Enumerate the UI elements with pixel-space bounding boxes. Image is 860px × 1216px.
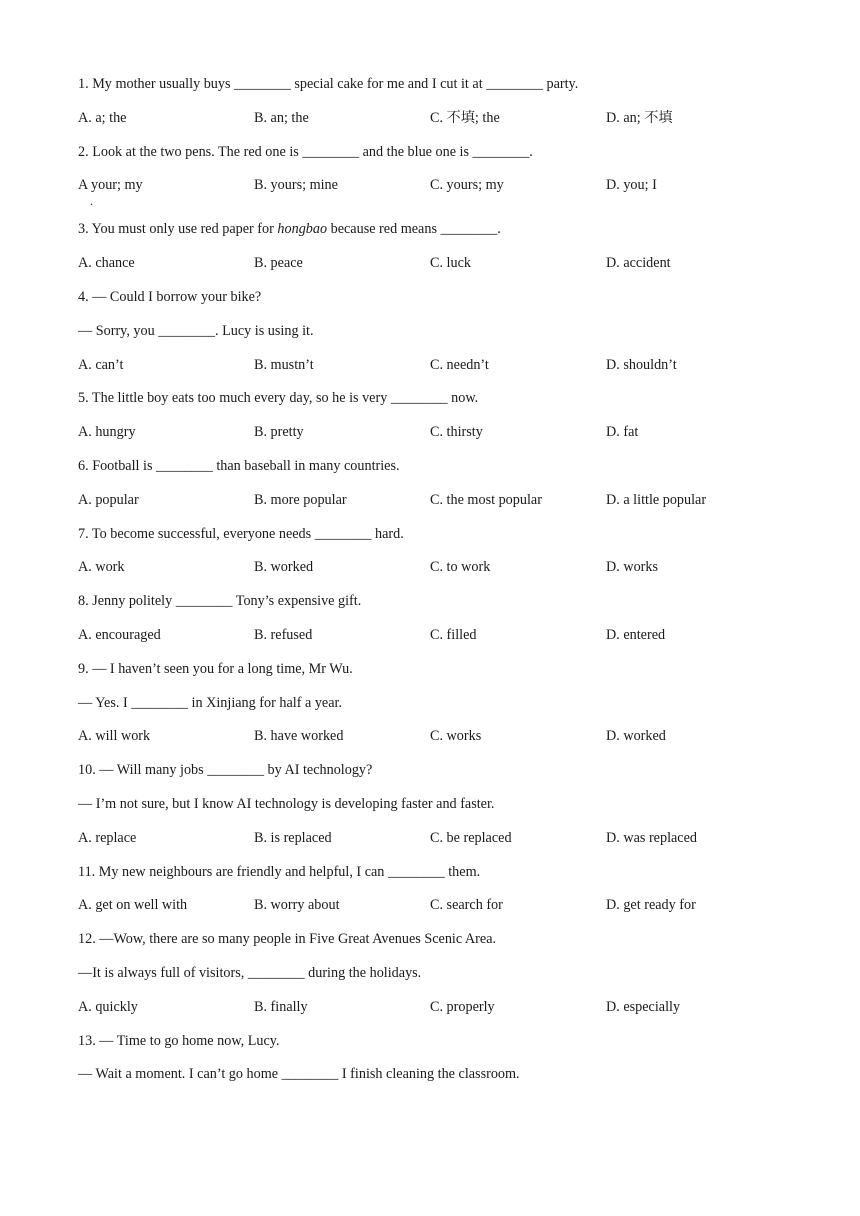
option-a-mark: . xyxy=(90,194,93,209)
question-number: 10. xyxy=(78,762,96,779)
question-text-reply: — I’m not sure, but I know AI technology is developing faster and faster. xyxy=(78,795,495,812)
option-c[interactable]: C. the most popular xyxy=(430,491,542,508)
italic-term: hongbao xyxy=(277,221,328,238)
option-a[interactable]: A. encouraged xyxy=(78,626,161,643)
question-text: My new neighbours are friendly and helpful, I can ________ them. xyxy=(95,863,481,880)
option-b[interactable]: B. worked xyxy=(254,559,314,576)
option-a[interactable]: A your; my xyxy=(78,177,143,194)
question-text-end: because red means ________. xyxy=(327,221,501,238)
question-number: 13. xyxy=(78,1032,96,1049)
question-2-stem xyxy=(78,141,798,175)
question-text: — Will many jobs ________ by AI technology? xyxy=(95,762,373,779)
question-3-options xyxy=(78,252,798,286)
question-number: 4. xyxy=(78,288,89,305)
question-3-stem xyxy=(78,218,798,252)
option-a[interactable]: A. will work xyxy=(78,728,151,745)
question-text: The little boy eats too much every day, so he is very ________ now. xyxy=(88,390,479,407)
worksheet xyxy=(78,73,798,1097)
question-11-stem xyxy=(78,861,798,895)
option-d[interactable]: D. especially xyxy=(606,998,681,1015)
question-text: — I haven’t seen you for a long time, Mr Wu. xyxy=(88,660,353,677)
option-b[interactable]: B. yours; mine xyxy=(254,177,338,194)
question-6-stem xyxy=(78,455,798,489)
question-text: Look at the two pens. The red one is ________ and the blue one is ________. xyxy=(88,143,533,160)
option-b[interactable]: B. is replaced xyxy=(254,829,332,846)
option-a[interactable]: A. replace xyxy=(78,829,137,846)
option-c[interactable]: C. thirsty xyxy=(430,424,483,441)
option-c[interactable]: C. yours; my xyxy=(430,177,504,194)
option-a[interactable]: A. popular xyxy=(78,491,139,508)
option-b[interactable]: B. refused xyxy=(254,626,313,643)
question-number: 11. xyxy=(78,863,96,880)
question-1-stem xyxy=(78,73,798,107)
question-12-stem-reply xyxy=(78,962,798,996)
option-d[interactable]: D. a little popular xyxy=(606,491,707,508)
option-c[interactable]: C. be replaced xyxy=(430,829,512,846)
question-9-options xyxy=(78,725,798,759)
question-13-stem xyxy=(78,1030,798,1064)
question-text-reply: — Yes. I ________ in Xinjiang for half a year. xyxy=(78,694,343,711)
question-number: 8. xyxy=(78,593,89,610)
question-text: My mother usually buys ________ special cake for me and I cut it at ________ party. xyxy=(88,76,579,92)
option-a[interactable]: A. chance xyxy=(78,255,135,272)
question-10-stem xyxy=(78,759,798,793)
question-2-options xyxy=(78,174,798,218)
question-number: 1. xyxy=(78,76,89,92)
question-5-options xyxy=(78,421,798,455)
question-text: To become successful, everyone needs ________ hard. xyxy=(88,525,404,542)
question-7-stem xyxy=(78,523,798,557)
question-9-stem xyxy=(78,658,798,692)
question-number: 5. xyxy=(78,390,89,407)
option-d[interactable]: D. fat xyxy=(606,424,639,441)
question-number: 6. xyxy=(78,457,89,474)
option-d[interactable]: D. works xyxy=(606,559,659,576)
question-10-stem-reply xyxy=(78,793,798,827)
option-b[interactable]: B. mustn’t xyxy=(254,356,314,373)
question-text: Football is ________ than baseball in many countries. xyxy=(88,457,400,474)
question-text-reply: — Wait a moment. I can’t go home ________ I finish cleaning the classroom. xyxy=(78,1066,520,1083)
question-8-stem xyxy=(78,590,798,624)
question-11-options xyxy=(78,894,798,928)
question-number: 2. xyxy=(78,143,89,160)
question-4-options xyxy=(78,354,798,388)
option-c[interactable]: C. search for xyxy=(430,897,503,914)
option-a[interactable]: A. work xyxy=(78,559,125,576)
option-d[interactable]: D. an; 不填 xyxy=(606,109,673,126)
question-13-stem-reply xyxy=(78,1063,798,1097)
option-c[interactable]: C. to work xyxy=(430,559,491,576)
question-6-options xyxy=(78,489,798,523)
option-c[interactable]: C. needn’t xyxy=(430,356,489,373)
option-b[interactable]: B. peace xyxy=(254,255,303,272)
question-number: 7. xyxy=(78,525,89,542)
option-d[interactable]: D. entered xyxy=(606,626,666,643)
question-text: — Time to go home now, Lucy. xyxy=(95,1032,280,1049)
option-c[interactable]: C. properly xyxy=(430,998,495,1015)
option-a[interactable]: A. a; the xyxy=(78,109,127,126)
option-d[interactable]: D. was replaced xyxy=(606,829,697,846)
question-1-options xyxy=(78,107,798,141)
option-d[interactable]: D. you; I xyxy=(606,177,657,194)
question-text-reply: — Sorry, you ________. Lucy is using it. xyxy=(78,322,314,339)
question-text-start: You must only use red paper for xyxy=(88,221,278,238)
option-d[interactable]: D. worked xyxy=(606,728,666,745)
option-a[interactable]: A. quickly xyxy=(78,998,138,1015)
question-8-options xyxy=(78,624,798,658)
question-12-stem xyxy=(78,928,798,962)
option-b[interactable]: B. have worked xyxy=(254,728,344,745)
option-d[interactable]: D. accident xyxy=(606,255,671,272)
option-b[interactable]: B. finally xyxy=(254,998,308,1015)
question-7-options xyxy=(78,556,798,590)
question-9-stem-reply xyxy=(78,692,798,726)
question-5-stem xyxy=(78,387,798,421)
question-4-stem-reply xyxy=(78,320,798,354)
option-c[interactable]: C. filled xyxy=(430,626,477,643)
option-a[interactable]: A. get on well with xyxy=(78,897,188,914)
option-b[interactable]: B. pretty xyxy=(254,424,304,441)
option-b[interactable]: B. worry about xyxy=(254,897,340,914)
option-c[interactable]: C. 不填; the xyxy=(430,109,500,126)
question-number: 12. xyxy=(78,931,96,948)
option-c[interactable]: C. luck xyxy=(430,255,471,272)
question-text: Jenny politely ________ Tony’s expensive gift. xyxy=(88,593,362,610)
option-c[interactable]: C. works xyxy=(430,728,482,745)
question-10-options xyxy=(78,827,798,861)
question-number: 3. xyxy=(78,221,89,238)
question-12-options xyxy=(78,996,798,1030)
question-text: — Could I borrow your bike? xyxy=(88,288,262,305)
question-text-reply: —It is always full of visitors, ________ during the holidays. xyxy=(78,964,422,981)
option-a[interactable]: A. hungry xyxy=(78,424,136,441)
option-a[interactable]: A. can’t xyxy=(78,356,124,373)
question-number: 9. xyxy=(78,660,89,677)
option-b[interactable]: B. an; the xyxy=(254,109,309,126)
option-d[interactable]: D. get ready for xyxy=(606,897,696,914)
question-text: —Wow, there are so many people in Five Great Avenues Scenic Area. xyxy=(95,931,497,948)
option-b[interactable]: B. more popular xyxy=(254,491,347,508)
question-4-stem xyxy=(78,286,798,320)
option-d[interactable]: D. shouldn’t xyxy=(606,356,677,373)
